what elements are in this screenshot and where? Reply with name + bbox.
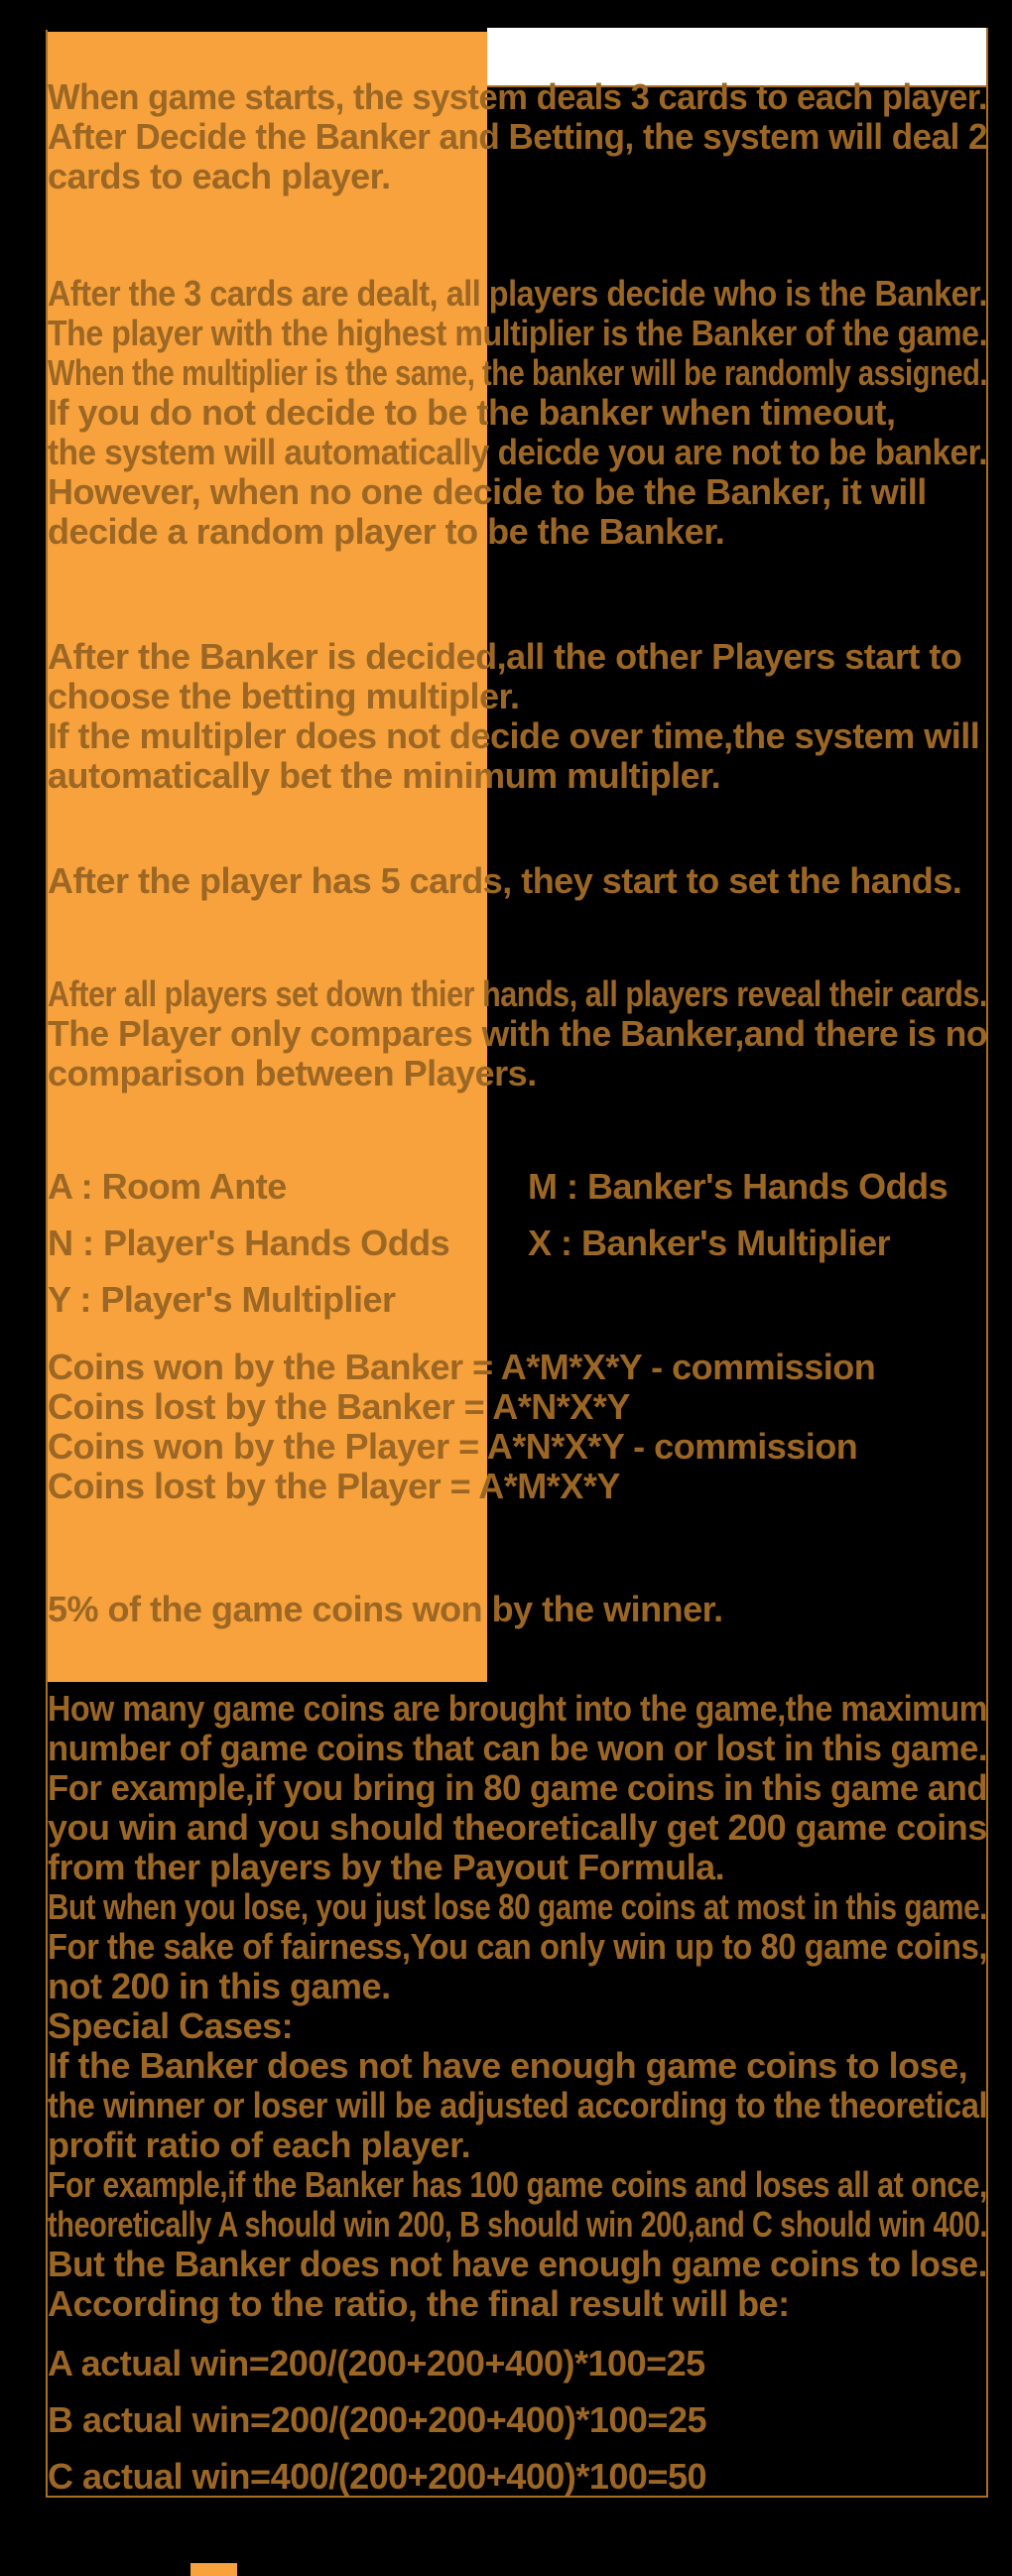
paragraph-win-lose-limit: How many game coins are brought into the game,the maximum number of game coins that can be won or lost in this game. For example,if you bring in 80 game coins in this game and you win and you should theoretically get 200 game coins from ther players by the Payout Formula. But when you lose, you just lose 80 game coins at most in this game. For the sake of fairness,You can only win up to 80 game coins, not 200 in this game. Special Cases: If the Banker does not have enough game coins to lose, the winner or loser will be adjusted according to the theoretical profit ratio of each player. For example,if the Banker has 100 game coins and loses all at once, theoretically A should win 200, B should win 200,and C should win 400. But the Banker does not have enough game coins to lose. According to the ratio, the final result will be:: [48, 1688, 988, 2324]
formula-definitions-right-column: M : Banker's Hands Odds X : Banker's Multiplier: [528, 1166, 949, 1263]
formula-definitions-left-column: A : Room Ante N : Player's Hands Odds Y : Player's Multiplier: [48, 1166, 450, 1320]
paragraph-example-results: A actual win=200/(200+200+400)*100=25 B actual win=200/(200+200+400)*100=25 C actual win=400/(200+200+400)*100=50: [48, 2343, 706, 2497]
paragraph-payout-formula: Coins won by the Banker = A*M*X*Y - commission Coins lost by the Banker = A*N*X*Y Coins won by the Player = A*N*X*Y - commission Coins lost by the Player = A*M*X*Y: [48, 1347, 876, 1506]
paragraph-compare-rules: After all players set down thier hands, all players reveal their cards. The Player only compares with the Banker,and there is no comparison between Players.: [48, 973, 988, 1094]
paragraph-betting-rules: After the Banker is decided,all the other Players start to choose the betting multipler. If the multipler does not decide over time,the system will automatically bet the minimum multipler.: [48, 636, 980, 796]
partial-orange-element: [190, 2563, 237, 2576]
paragraph-set-hands-rules: After the player has 5 cards, they start to set the hands.: [48, 860, 962, 901]
paragraph-dealing-rules: When game starts, the system deals 3 cards to each player. After Decide the Banker and Betting, the system will deal 2 cards to each player.: [48, 76, 987, 196]
paragraph-commission: 5% of the game coins won by the winner.: [48, 1589, 723, 1629]
paragraph-decide-banker-rules: After the 3 cards are dealt, all players decide who is the Banker. The player with the highest multiplier is the Banker of the game. When the multiplier is the same, the banker will be randomly assigned. If you do not decide to be the banker when timeout, the system will automatically deicde you are not to be banker. However, when no one decide to be the Banker, it will decide a random player to be the Banker.: [48, 273, 988, 552]
